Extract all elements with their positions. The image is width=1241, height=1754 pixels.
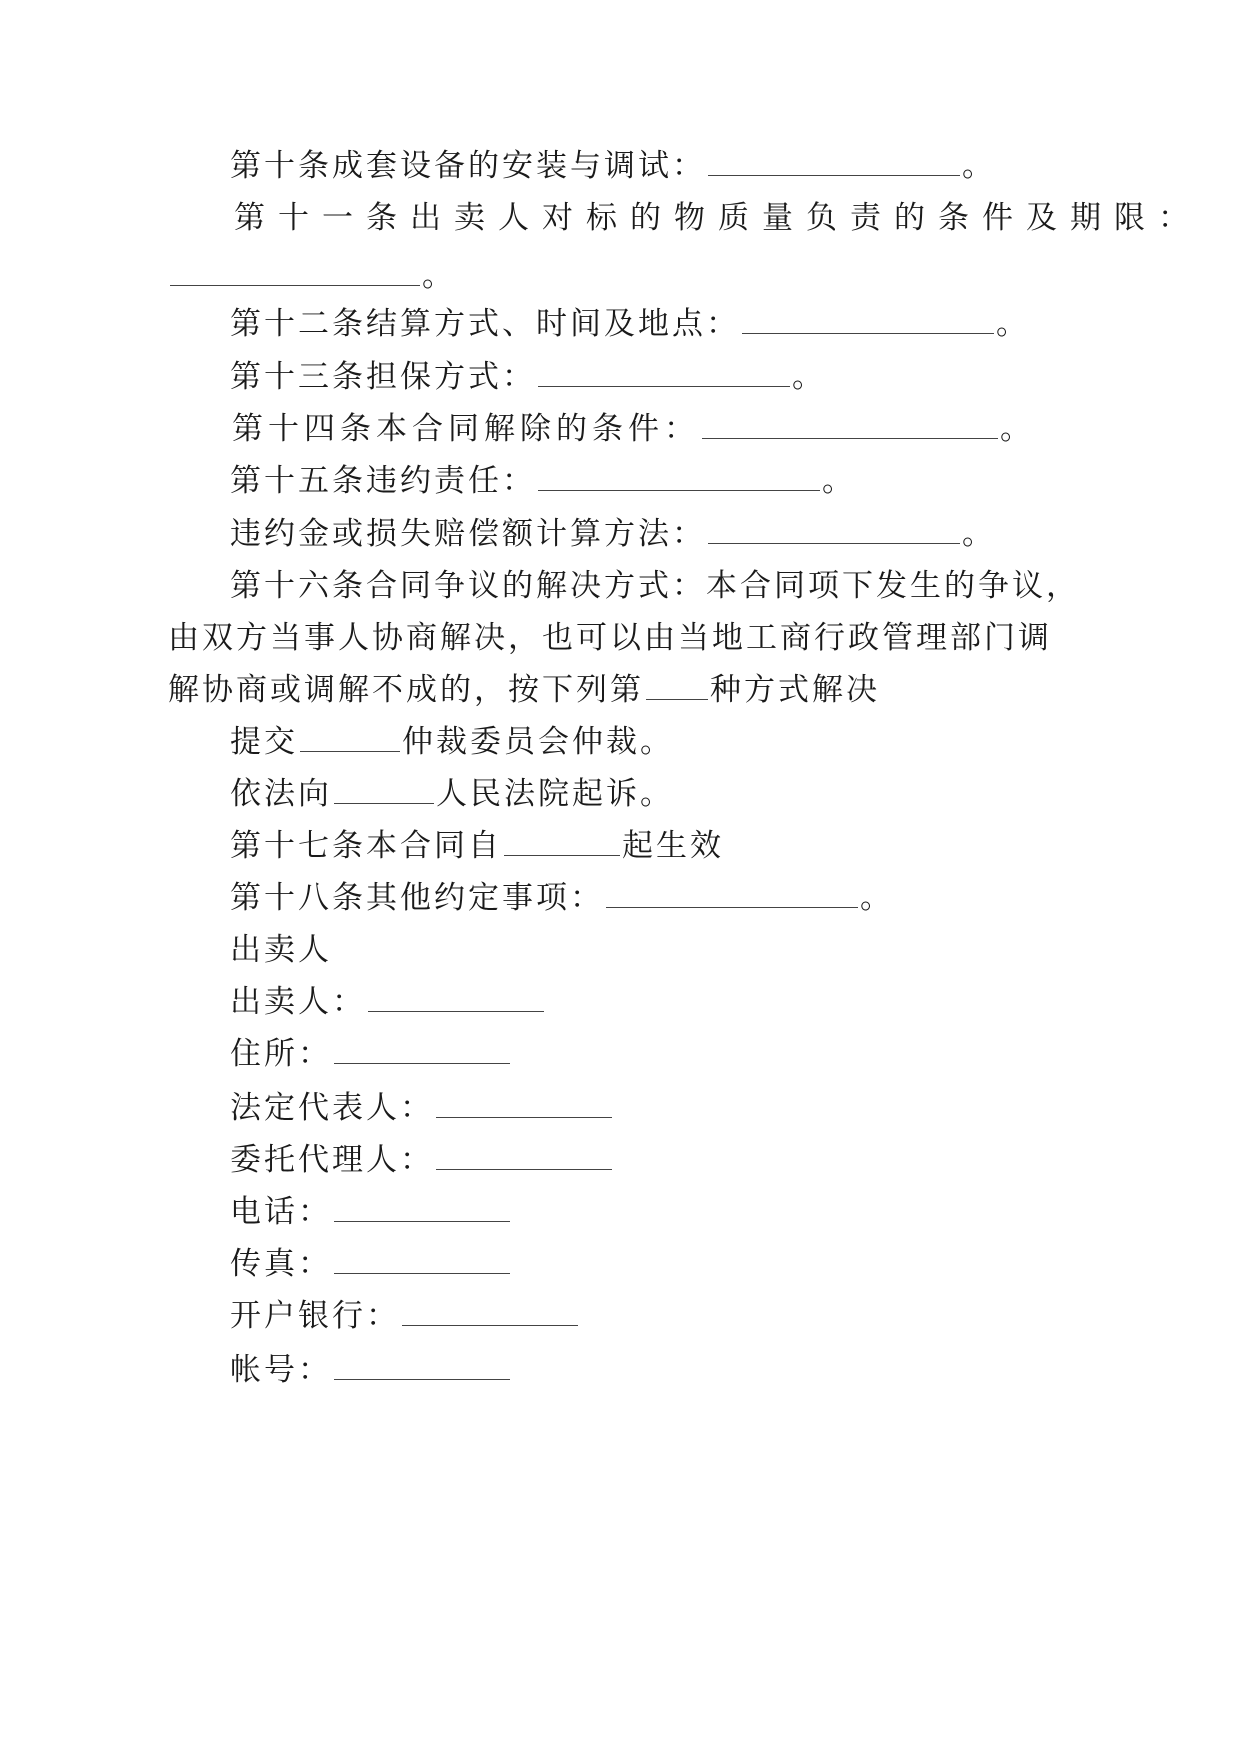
legal-rep-blank xyxy=(436,1095,612,1118)
phone-blank xyxy=(334,1199,510,1222)
arbitration-tail: 仲裁委员会仲裁。 xyxy=(402,724,674,760)
article-16-text-2: 由双方当事人协商解决，也可以由当地工商行政管理部门调 xyxy=(168,620,1052,656)
period: 。 xyxy=(962,516,996,552)
article-16-line xyxy=(230,566,1080,606)
article-11-continuation xyxy=(168,256,456,296)
article-14-text: 第十四条本合同解除的条件： xyxy=(232,411,700,447)
address-line xyxy=(230,1034,512,1074)
article-12-text: 第十二条结算方式、时间及地点： xyxy=(230,306,740,342)
article-11-text: 第十一条出卖人对标的物质量负责的条件及期限： xyxy=(234,200,1202,236)
address-blank xyxy=(334,1041,510,1064)
option-number-blank xyxy=(646,677,708,700)
article-17-line xyxy=(230,826,724,866)
article-10-blank xyxy=(708,153,960,176)
agent-label: 委托代理人： xyxy=(230,1142,434,1178)
article-18-blank xyxy=(606,885,858,908)
article-16-tail: 种方式解决 xyxy=(710,672,880,708)
article-14-line xyxy=(232,409,1036,449)
penalty-line xyxy=(230,514,996,554)
article-13-blank xyxy=(538,364,790,387)
agent-line xyxy=(230,1140,614,1180)
seller-heading-text: 出卖人 xyxy=(230,932,332,968)
article-13-text: 第十三条担保方式： xyxy=(230,359,536,395)
article-15-text: 第十五条违约责任： xyxy=(230,463,536,499)
account-label: 帐号： xyxy=(230,1352,332,1388)
article-18-line xyxy=(230,878,894,918)
address-label: 住所： xyxy=(230,1036,332,1072)
account-line xyxy=(230,1350,512,1390)
penalty-blank xyxy=(708,521,960,544)
article-16-text-3: 解协商或调解不成的，按下列第 xyxy=(168,672,644,708)
fax-line xyxy=(230,1244,512,1284)
seller-name-line xyxy=(230,982,546,1022)
lawsuit-line xyxy=(230,774,674,814)
seller-heading xyxy=(230,930,332,970)
article-13-line xyxy=(230,357,826,397)
article-17-tail: 起生效 xyxy=(622,828,724,864)
article-16-text: 第十六条合同争议的解决方式：本合同项下发生的争议， xyxy=(230,568,1080,604)
account-blank xyxy=(334,1357,510,1380)
arbitration-line xyxy=(230,722,674,762)
article-12-blank xyxy=(742,311,994,334)
bank-blank xyxy=(402,1303,578,1326)
article-16-line-3 xyxy=(168,670,880,710)
phone-label: 电话： xyxy=(230,1194,332,1230)
seller-name-blank xyxy=(368,989,544,1012)
phone-line xyxy=(230,1192,512,1232)
period: 。 xyxy=(822,463,856,499)
article-15-line xyxy=(230,461,856,501)
period: 。 xyxy=(962,148,996,184)
penalty-text: 违约金或损失赔偿额计算方法： xyxy=(230,516,706,552)
lawsuit-tail: 人民法院起诉。 xyxy=(436,776,674,812)
bank-line xyxy=(230,1296,580,1336)
period: 。 xyxy=(422,258,456,294)
article-17-head: 第十七条本合同自 xyxy=(230,828,502,864)
lawsuit-head: 依法向 xyxy=(230,776,332,812)
article-15-blank xyxy=(538,468,820,491)
period: 。 xyxy=(792,359,826,395)
article-16-line-2 xyxy=(168,618,1052,658)
arbitration-head: 提交 xyxy=(230,724,298,760)
bank-label: 开户银行： xyxy=(230,1298,400,1334)
period: 。 xyxy=(1000,411,1036,447)
legal-rep-line xyxy=(230,1088,614,1128)
fax-blank xyxy=(334,1251,510,1274)
article-12-line xyxy=(230,304,1030,344)
legal-rep-label: 法定代表人： xyxy=(230,1090,434,1126)
seller-name-label: 出卖人： xyxy=(230,984,366,1020)
arbitration-blank xyxy=(300,729,400,752)
article-10-line xyxy=(230,146,996,186)
period: 。 xyxy=(860,880,894,916)
period: 。 xyxy=(996,306,1030,342)
article-18-text: 第十八条其他约定事项： xyxy=(230,880,604,916)
court-blank xyxy=(334,781,434,804)
fax-label: 传真： xyxy=(230,1246,332,1282)
article-10-text: 第十条成套设备的安装与调试： xyxy=(230,148,706,184)
article-11-blank xyxy=(170,263,420,286)
agent-blank xyxy=(436,1147,612,1170)
article-14-blank xyxy=(702,416,998,439)
article-11-line xyxy=(234,198,1202,238)
effective-date-blank xyxy=(504,833,620,856)
